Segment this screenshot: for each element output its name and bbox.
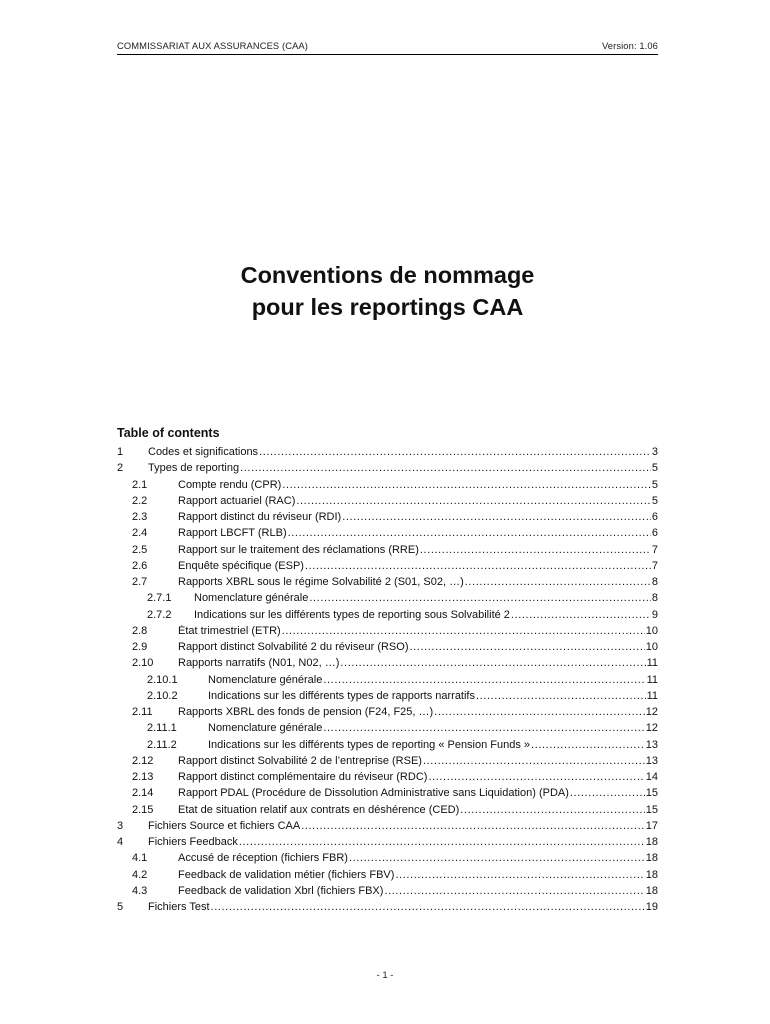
toc-entry-title: Rapport distinct du réviseur (RDI) xyxy=(178,511,342,523)
toc-entry[interactable] xyxy=(117,576,658,592)
toc-entry-page: 9 xyxy=(651,608,658,621)
toc-entry-page: 11 xyxy=(646,689,658,702)
toc-entry-number: 2.13 xyxy=(132,771,154,783)
toc-dot-leader xyxy=(395,869,644,881)
toc-dot-leader xyxy=(282,625,645,637)
toc-entry-page: 6 xyxy=(651,527,658,540)
header-version: Version: 1.06 xyxy=(601,40,658,51)
toc-entry-number: 2.7.2 xyxy=(147,608,172,621)
toc-entry[interactable] xyxy=(117,592,658,608)
toc-entry-number: 3 xyxy=(117,819,124,832)
toc-entry-number: 4.1 xyxy=(132,852,148,865)
toc-entry[interactable] xyxy=(117,446,658,462)
toc-dot-leader xyxy=(288,527,651,539)
toc-entry[interactable] xyxy=(117,641,658,657)
toc-entry-page: 5 xyxy=(651,462,658,475)
toc-entry[interactable] xyxy=(117,527,658,543)
toc-entry-number: 2.9 xyxy=(132,641,148,653)
toc-entry-page: 12 xyxy=(645,722,658,735)
toc-entry[interactable] xyxy=(117,836,658,852)
toc-entry-title: Indications sur les différents types de rapports narratifs xyxy=(208,689,475,702)
toc-entry-title: Rapport LBCFT (RLB) xyxy=(178,527,287,540)
document-title-line-1: Conventions de nommage xyxy=(240,262,535,288)
toc-dot-leader xyxy=(428,771,644,783)
toc-entry-page: 5 xyxy=(651,478,658,491)
toc-entry-page: 7 xyxy=(651,543,658,556)
toc-entry-number: 2.2 xyxy=(132,494,148,507)
toc-entry-title: Fichiers Test xyxy=(148,901,210,913)
toc-dot-leader xyxy=(296,495,651,507)
toc-entry[interactable] xyxy=(117,755,658,771)
toc-entry-page: 14 xyxy=(645,771,658,783)
toc-entry-page: 12 xyxy=(645,706,658,718)
toc-entry-page: 10 xyxy=(645,641,658,653)
toc-dot-leader xyxy=(301,820,645,832)
toc-entry[interactable] xyxy=(117,560,658,576)
toc-entry-title: Nomenclature générale xyxy=(194,592,309,605)
toc-entry-page: 7 xyxy=(651,559,658,572)
toc-entry-page: 8 xyxy=(651,592,658,605)
toc-entry[interactable] xyxy=(117,674,658,690)
toc-entry-number: 2.4 xyxy=(132,527,148,540)
toc-entry-title: Types de reporting xyxy=(148,462,240,475)
toc-entry-number: 4 xyxy=(117,836,124,848)
toc-entry-number: 2.12 xyxy=(132,754,154,767)
toc-entry-page: 18 xyxy=(645,868,658,881)
document-title-line-2: pour les reportings CAA xyxy=(251,294,524,320)
toc-entry-number: 2.11 xyxy=(132,706,153,718)
toc-dot-leader xyxy=(409,641,644,653)
toc-entry-title: Rapports XBRL sous le régime Solvabilité 2 (S01, S02, …) xyxy=(178,576,464,588)
toc-entry-page: 18 xyxy=(645,852,658,865)
toc-entry-number: 2.5 xyxy=(132,543,148,556)
toc-entry-title: Rapport actuariel (RAC) xyxy=(178,494,296,507)
toc-entry-number: 2.11.1 xyxy=(147,722,177,735)
toc-entry-page: 13 xyxy=(645,754,658,767)
toc-entry-page: 15 xyxy=(645,803,658,816)
toc-entry-page: 18 xyxy=(645,884,658,897)
toc-entry[interactable] xyxy=(117,901,658,917)
toc-entry-number: 2.3 xyxy=(132,511,148,523)
toc-entry-page: 19 xyxy=(645,901,658,913)
toc-entry-title: Fichiers Source et fichiers CAA xyxy=(148,819,301,832)
document-title xyxy=(117,259,658,323)
toc-entry-page: 13 xyxy=(645,738,658,751)
toc-entry-title: Fichiers Feedback xyxy=(148,836,238,848)
toc-entry-title: Rapport distinct Solvabilité 2 du réviseur (RSO) xyxy=(178,641,409,653)
toc-entry-number: 2.10.2 xyxy=(147,689,178,702)
toc-dot-leader xyxy=(305,560,651,572)
toc-dot-leader xyxy=(434,706,645,718)
toc-dot-leader xyxy=(423,755,645,767)
toc-entry[interactable] xyxy=(117,852,658,868)
toc-dot-leader xyxy=(420,544,651,556)
page-number: - 1 - xyxy=(376,970,394,981)
page-header xyxy=(117,40,658,55)
toc-entry-title: Rapport PDAL (Procédure de Dissolution Administrative sans Liquidation) (PDA) xyxy=(178,787,569,800)
toc-heading: Table of contents xyxy=(117,426,220,440)
toc-entry[interactable] xyxy=(117,609,658,625)
toc-entry[interactable] xyxy=(117,495,658,511)
toc-entry-title: Nomenclature générale xyxy=(208,673,323,686)
toc-entry-title: Rapport distinct Solvabilité 2 de l’entreprise (RSE) xyxy=(178,754,422,767)
toc-entry[interactable] xyxy=(117,739,658,755)
toc-entry-page: 11 xyxy=(646,657,658,670)
toc-entry[interactable] xyxy=(117,706,658,722)
toc-dot-leader xyxy=(570,787,645,799)
toc-entry-title: Indications sur les différents types de reporting sous Solvabilité 2 xyxy=(194,608,510,621)
toc-entry[interactable] xyxy=(117,869,658,885)
toc-entry-number: 2.15 xyxy=(132,803,154,816)
toc-entry-number: 2.10.1 xyxy=(147,673,178,686)
toc-entry-number: 2 xyxy=(117,462,124,475)
toc-dot-leader xyxy=(384,885,644,897)
toc-dot-leader xyxy=(349,852,645,864)
toc-dot-leader xyxy=(211,901,645,913)
toc-dot-leader xyxy=(531,739,645,751)
toc-entry-title: Feedback de validation Xbrl (fichiers FBX) xyxy=(178,884,384,897)
toc-entry-title: Feedback de validation métier (fichiers FBV) xyxy=(178,868,395,881)
toc-entry[interactable] xyxy=(117,657,658,673)
toc-entry-page: 10 xyxy=(645,624,658,637)
toc-dot-leader xyxy=(309,592,651,604)
table-of-contents xyxy=(117,446,658,917)
toc-dot-leader xyxy=(240,462,651,474)
toc-entry-title: Etat de situation relatif aux contrats en déshérence (CED) xyxy=(178,803,460,816)
toc-entry[interactable] xyxy=(117,462,658,478)
toc-entry-page: 8 xyxy=(651,576,658,588)
toc-entry-number: 2.10 xyxy=(132,657,154,670)
toc-dot-leader xyxy=(460,804,644,816)
toc-dot-leader xyxy=(476,690,646,702)
toc-dot-leader xyxy=(259,446,651,458)
toc-entry-title: Indications sur les différents types de reporting « Pension Funds » xyxy=(208,738,531,751)
toc-dot-leader xyxy=(340,657,645,669)
toc-entry-number: 1 xyxy=(117,446,124,458)
toc-entry-title: Accusé de réception (fichiers FBR) xyxy=(178,852,348,865)
toc-entry[interactable] xyxy=(117,625,658,641)
toc-entry[interactable] xyxy=(117,511,658,527)
toc-entry-page: 18 xyxy=(645,836,658,848)
toc-entry[interactable] xyxy=(117,787,658,803)
toc-entry-number: 2.8 xyxy=(132,624,148,637)
toc-entry-title: Rapport distinct complémentaire du réviseur (RDC) xyxy=(178,771,428,783)
toc-entry[interactable] xyxy=(117,479,658,495)
toc-entry-page: 11 xyxy=(646,673,658,686)
toc-dot-leader xyxy=(282,479,651,491)
toc-entry-page: 6 xyxy=(651,511,658,523)
toc-dot-leader xyxy=(323,722,644,734)
toc-entry-number: 4.2 xyxy=(132,868,148,881)
toc-entry-number: 5 xyxy=(117,901,124,913)
toc-entry-number: 4.3 xyxy=(132,884,148,897)
toc-entry[interactable] xyxy=(117,544,658,560)
toc-dot-leader xyxy=(323,674,645,686)
toc-entry-title: Nomenclature générale xyxy=(208,722,323,735)
toc-entry-page: 17 xyxy=(645,819,658,832)
toc-entry-page: 15 xyxy=(645,787,658,800)
toc-entry-title: Compte rendu (CPR) xyxy=(178,478,282,491)
header-organization: COMMISSARIAT AUX ASSURANCES (CAA) xyxy=(117,40,309,51)
toc-entry[interactable] xyxy=(117,722,658,738)
toc-entry-title: Rapport sur le traitement des réclamations (RRE) xyxy=(178,543,419,556)
toc-entry-title: Codes et significations xyxy=(148,446,259,458)
toc-entry-title: Enquête spécifique (ESP) xyxy=(178,559,304,572)
toc-dot-leader xyxy=(465,576,651,588)
toc-entry-page: 3 xyxy=(651,446,658,458)
toc-entry-title: État trimestriel (ETR) xyxy=(178,624,281,637)
toc-entry-number: 2.7 xyxy=(132,576,148,588)
toc-entry[interactable] xyxy=(117,885,658,901)
toc-entry-title: Rapports XBRL des fonds de pension (F24, F25, …) xyxy=(178,706,434,718)
toc-dot-leader xyxy=(342,511,651,523)
toc-dot-leader xyxy=(239,836,645,848)
toc-entry-title: Rapports narratifs (N01, N02, …) xyxy=(178,657,340,670)
toc-entry[interactable] xyxy=(117,771,658,787)
toc-entry-page: 5 xyxy=(651,494,658,507)
toc-entry[interactable] xyxy=(117,690,658,706)
toc-entry-number: 2.6 xyxy=(132,559,148,572)
toc-entry[interactable] xyxy=(117,820,658,836)
toc-dot-leader xyxy=(511,609,651,621)
toc-entry[interactable] xyxy=(117,804,658,820)
toc-entry-number: 2.7.1 xyxy=(147,592,172,605)
toc-entry-number: 2.1 xyxy=(132,478,148,491)
toc-entry-number: 2.11.2 xyxy=(147,738,177,751)
toc-entry-number: 2.14 xyxy=(132,787,154,800)
